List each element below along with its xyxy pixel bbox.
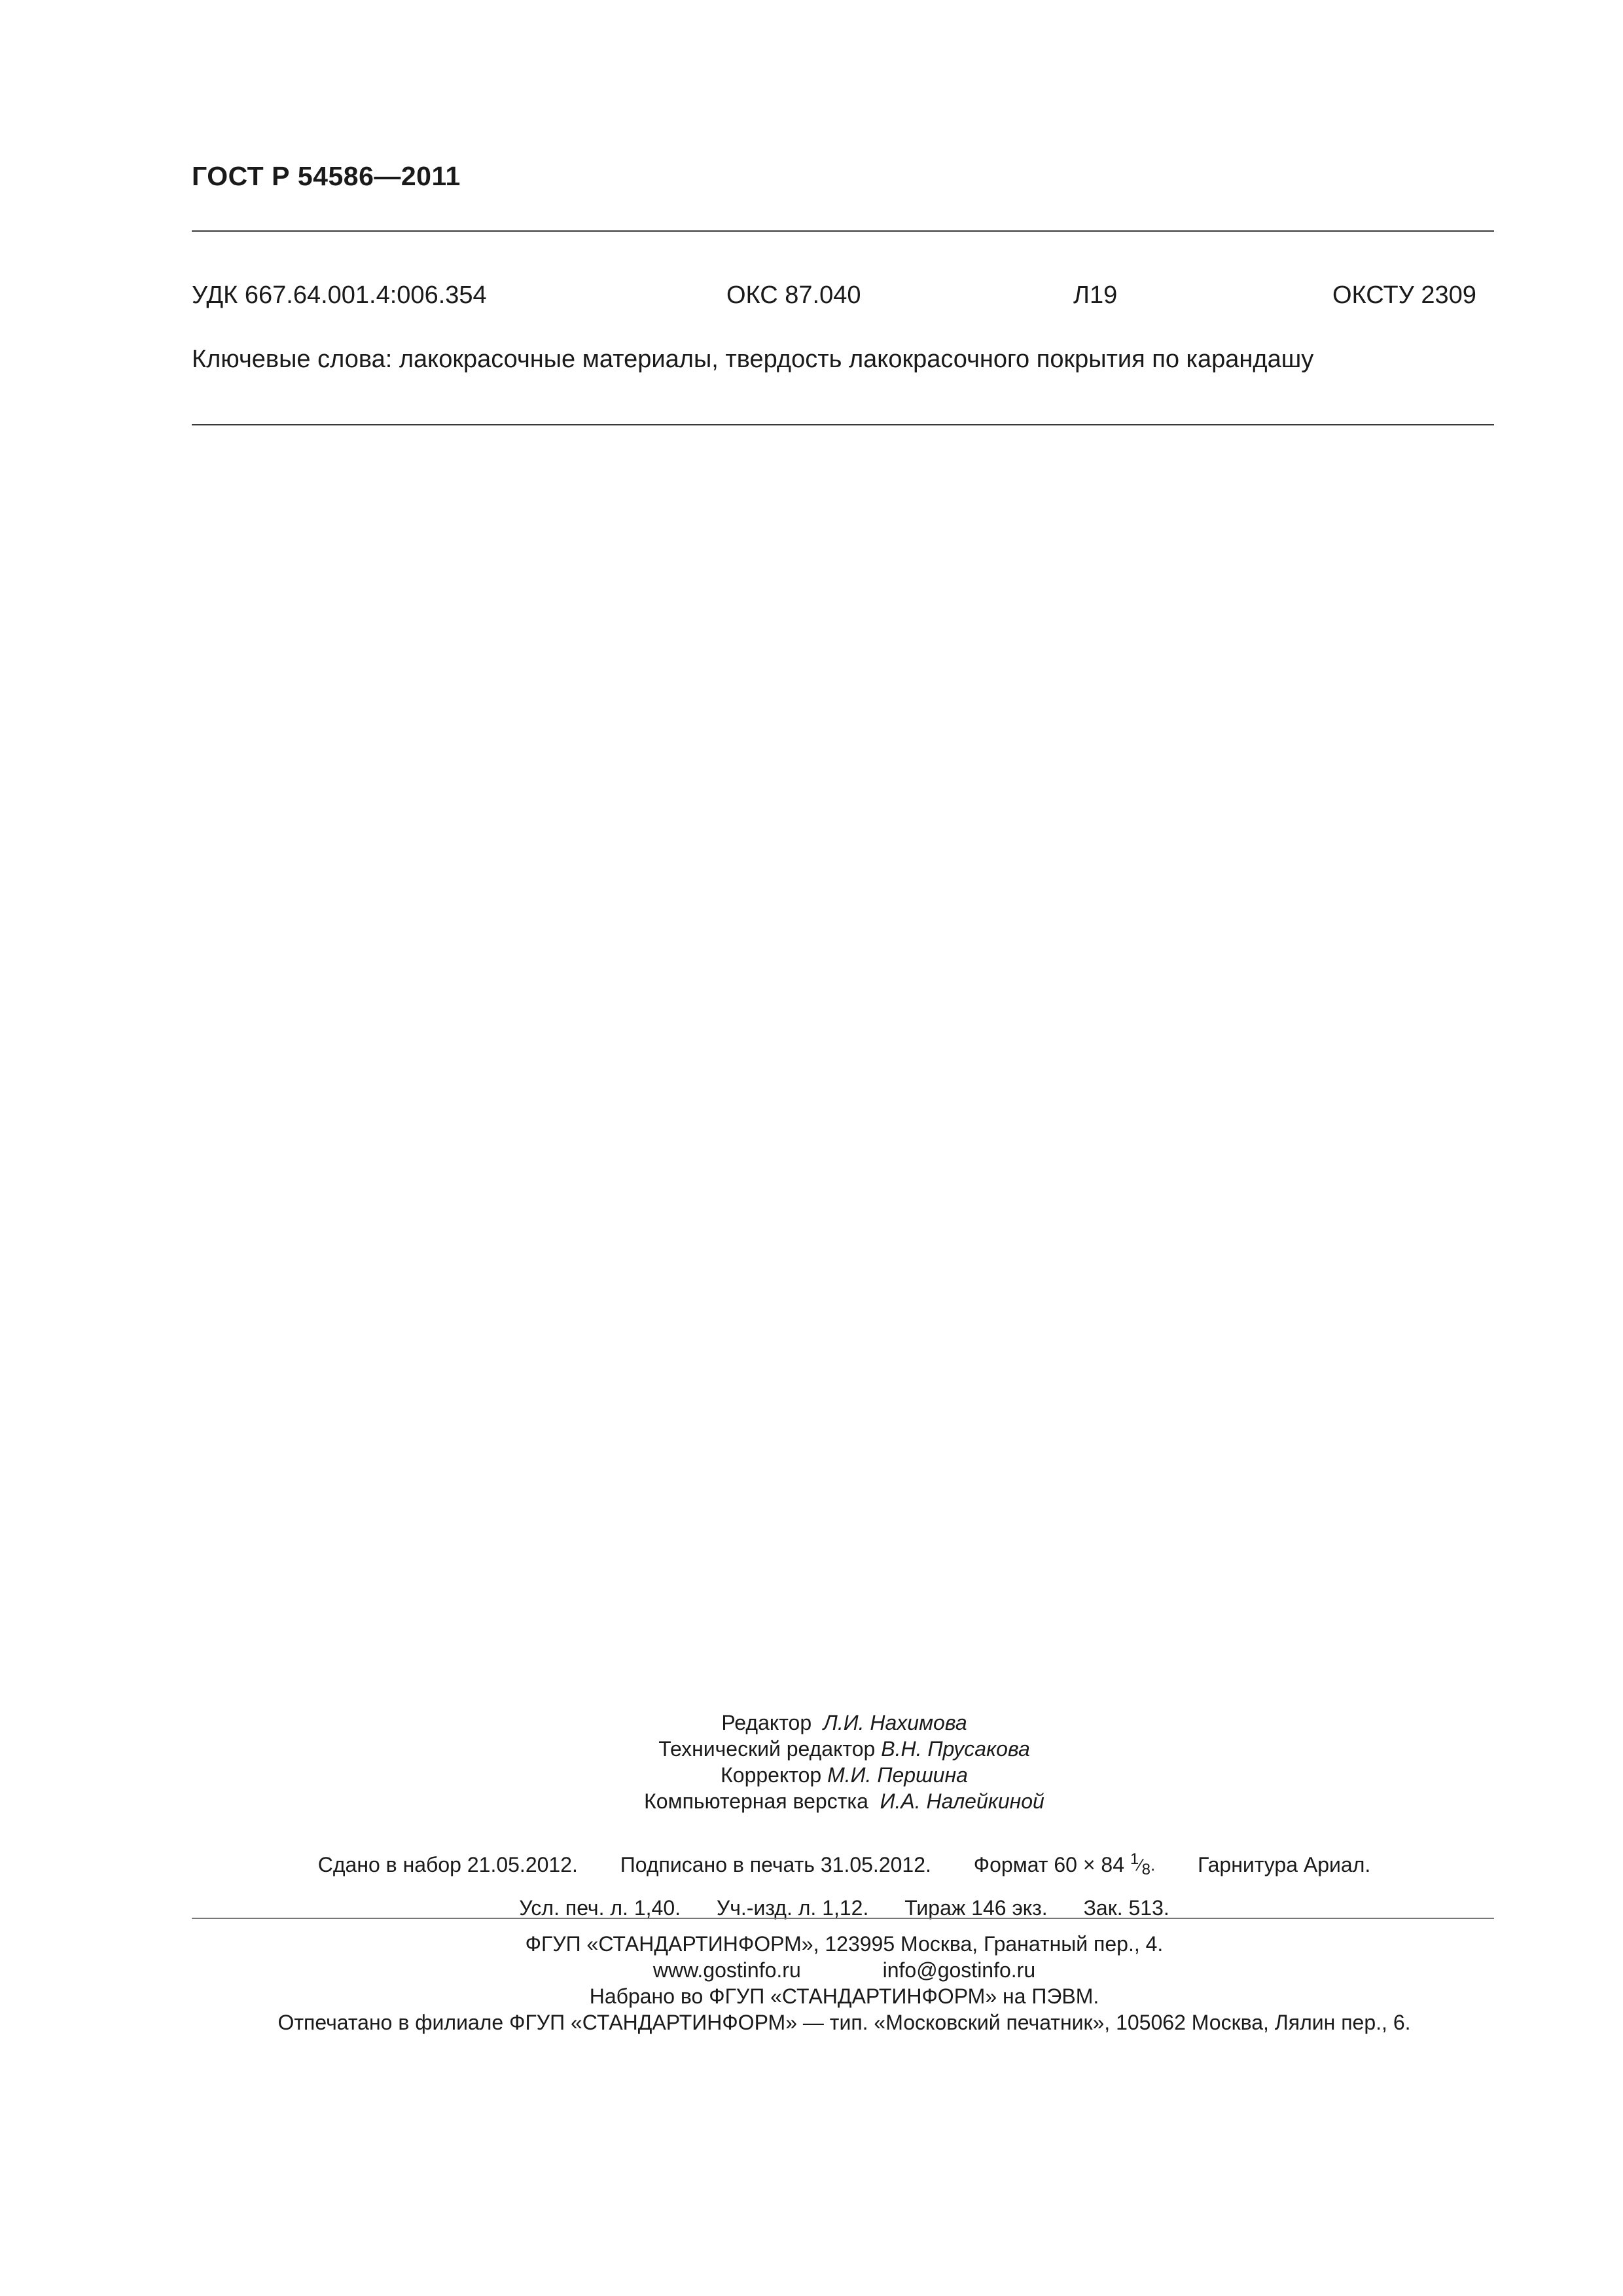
top-divider	[192, 230, 1494, 232]
format-fraction: $^1⁄_8$.	[1130, 1850, 1156, 1878]
layout-label: Компьютерная верстка	[644, 1789, 868, 1813]
submitted-date: Сдано в набор 21.05.2012.	[317, 1853, 578, 1876]
signed-date: Подписано в печать 31.05.2012.	[620, 1853, 931, 1876]
tech-editor-label: Технический редактор	[658, 1737, 876, 1761]
publisher-contacts	[33, 1957, 1623, 1983]
printed-note: Отпечатано в филиале ФГУП «СТАНДАРТИНФОРМ» — тип. «Московский печатник», 105062 Москва, Лялин пер., 6.	[277, 2011, 1411, 2034]
proofreader-line	[33, 1762, 1623, 1788]
print-sheets: Усл. печ. л. 1,40.	[519, 1896, 681, 1920]
editor-name: Л.И. Нахимова	[823, 1711, 967, 1734]
format-numerator: 1	[1130, 1850, 1139, 1868]
udk-code: УДК 667.64.001.4:006.354	[192, 281, 487, 309]
group-code: Л19	[1073, 281, 1118, 309]
keywords-divider	[192, 424, 1494, 425]
circulation: Тираж 146 экз.	[904, 1896, 1048, 1920]
publisher-divider	[192, 1918, 1494, 1919]
publisher-website[interactable]: www.gostinfo.ru	[652, 1958, 801, 1982]
editor-label: Редактор	[721, 1711, 812, 1734]
tech-editor-name: В.Н. Прусакова	[881, 1737, 1030, 1761]
typeface-info: Гарнитура Ариал.	[1198, 1853, 1371, 1876]
typeset-note: Набрано во ФГУП «СТАНДАРТИНФОРМ» на ПЭВМ.	[589, 1984, 1099, 2008]
keywords-line: Ключевые слова: лакокрасочные материалы, твердость лакокрасочного покрытия по карандашу	[192, 346, 1314, 373]
document-code: ГОСТ Р 54586—2011	[192, 161, 461, 191]
layout-line	[33, 1788, 1623, 1814]
order-number: Зак. 513.	[1083, 1896, 1169, 1920]
format-prefix: Формат 60 × 84	[973, 1853, 1124, 1876]
publisher-address: ФГУП «СТАНДАРТИНФОРМ», 123995 Москва, Гранатный пер., 4.	[525, 1932, 1164, 1956]
format-info	[973, 1850, 1156, 1878]
publisher-block	[0, 1931, 1623, 2036]
oks-code: ОКС 87.040	[726, 281, 861, 309]
editor-line	[33, 1710, 1623, 1736]
proofreader-label: Корректор	[721, 1763, 822, 1787]
publisher-email[interactable]: info@gostinfo.ru	[882, 1958, 1036, 1982]
layout-name: И.А. Налейкиной	[880, 1789, 1044, 1813]
print-info-line-1	[33, 1840, 1623, 1889]
publication-sheets: Уч.-изд. л. 1,12.	[716, 1896, 869, 1920]
print-info-line-2	[33, 1889, 1623, 1927]
okstu-code: ОКСТУ 2309	[1332, 281, 1476, 309]
credits-block	[0, 1710, 1623, 1814]
tech-editor-line	[33, 1736, 1623, 1762]
print-info-block	[0, 1840, 1623, 1927]
proofreader-name: М.И. Першина	[827, 1763, 968, 1787]
format-denominator: 8	[1141, 1861, 1150, 1878]
